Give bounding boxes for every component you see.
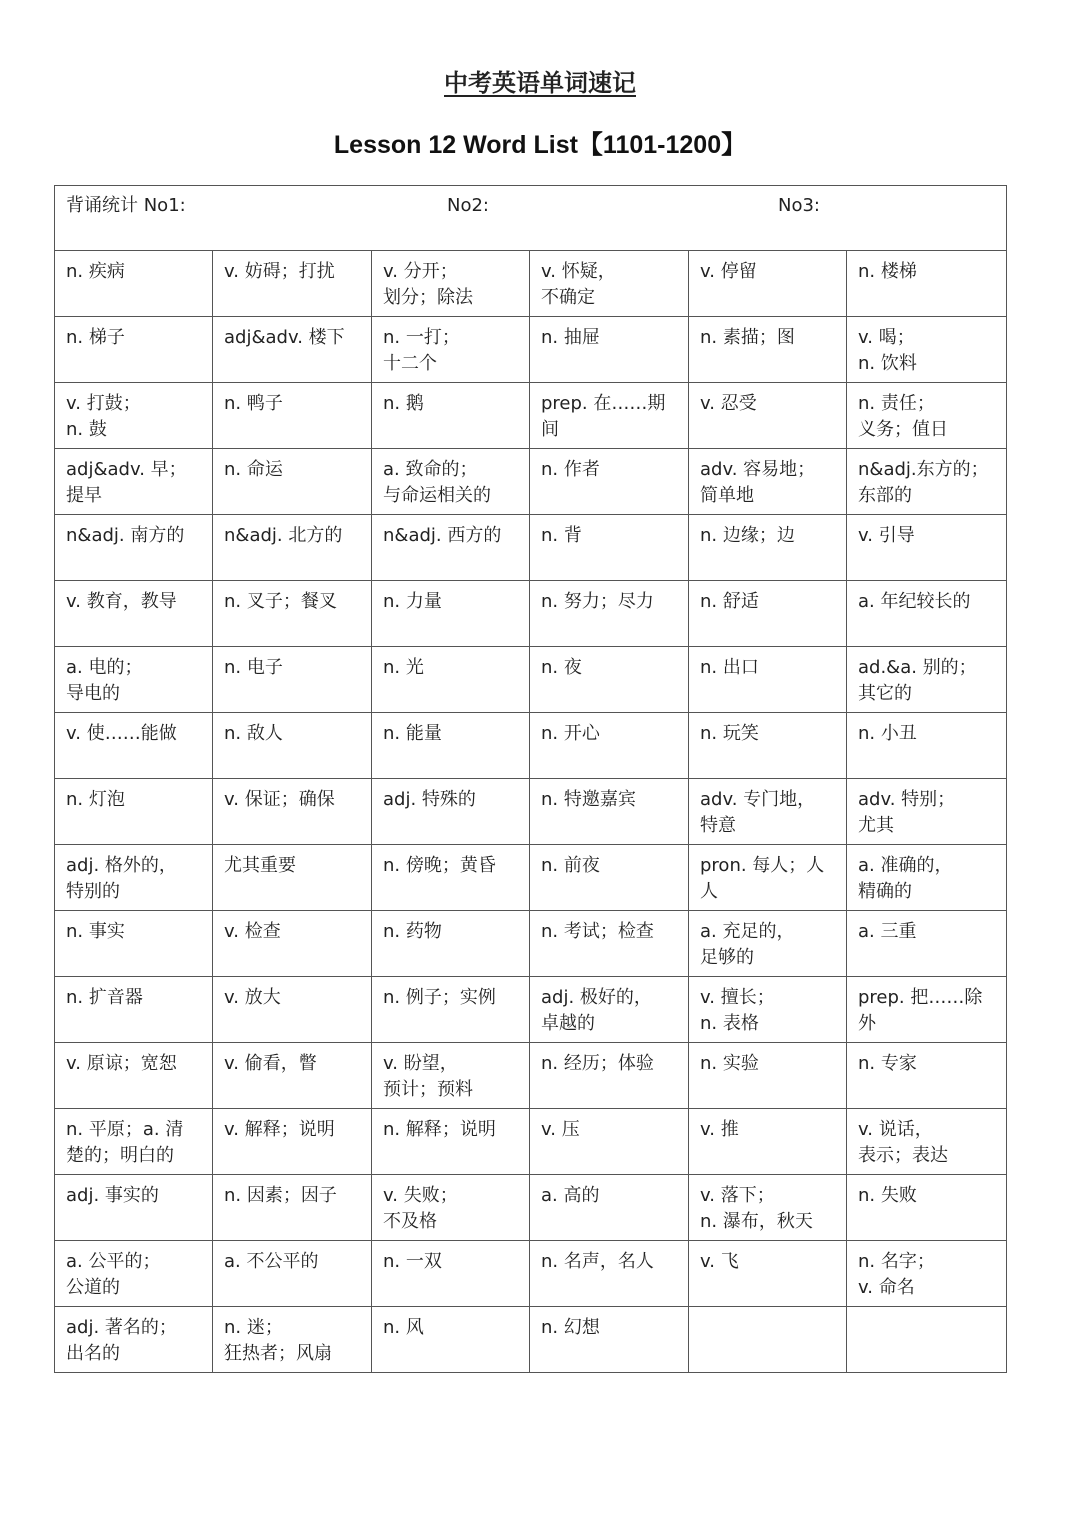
word-cell xyxy=(55,251,213,317)
table-row xyxy=(55,449,1007,515)
cell-line: n. 鹅 xyxy=(383,393,424,414)
word-cell xyxy=(689,977,847,1043)
word-cell xyxy=(689,317,847,383)
word-cell xyxy=(530,449,689,515)
word-cell xyxy=(372,449,530,515)
word-cell xyxy=(847,845,1007,911)
word-cell xyxy=(55,1241,213,1307)
cell-line: 不确定 xyxy=(541,287,595,308)
cell-line: v. 命名 xyxy=(858,1277,915,1298)
word-cell xyxy=(213,1175,372,1241)
cell-line: 足够的 xyxy=(700,947,754,968)
page-title: 中考英语单词速记 xyxy=(444,68,636,97)
word-cell xyxy=(689,845,847,911)
cell-line: v. 怀疑， xyxy=(541,261,616,282)
word-cell xyxy=(689,647,847,713)
cell-line: v. 引导 xyxy=(858,525,915,546)
word-cell xyxy=(530,1175,689,1241)
word-cell xyxy=(847,713,1007,779)
cell-line: n. 考试；检查 xyxy=(541,921,654,942)
cell-line: n. 力量 xyxy=(383,591,442,612)
cell-line: 提早 xyxy=(66,485,102,506)
cell-line: v. 忍受 xyxy=(700,393,757,414)
cell-line: 尤其 xyxy=(858,815,894,836)
cell-line: n. 失败 xyxy=(858,1185,917,1206)
table-row xyxy=(55,1043,1007,1109)
cell-line: adv. 容易地； xyxy=(700,459,816,480)
word-cell xyxy=(55,647,213,713)
cell-line: n. 能量 xyxy=(383,723,442,744)
cell-line: n. 边缘；边 xyxy=(700,525,795,546)
cell-line: v. 飞 xyxy=(700,1251,739,1272)
cell-line: 公道的 xyxy=(66,1277,120,1298)
cell-line: n. 名声，名人 xyxy=(541,1251,654,1272)
word-cell xyxy=(530,977,689,1043)
word-cell xyxy=(372,1043,530,1109)
cell-line: n. 特邀嘉宾 xyxy=(541,789,636,810)
word-cell xyxy=(847,1241,1007,1307)
word-cell xyxy=(55,1109,213,1175)
cell-line: pron. 每人；人 xyxy=(700,855,825,876)
word-cell xyxy=(847,449,1007,515)
table-row xyxy=(55,977,1007,1043)
table-row xyxy=(55,251,1007,317)
cell-line: n. 饮料 xyxy=(858,353,917,374)
cell-line: adj. 事实的 xyxy=(66,1185,159,1206)
cell-line: prep. 在……期 xyxy=(541,393,666,414)
cell-line: adj. 极好的， xyxy=(541,987,652,1008)
cell-line: a. 致命的； xyxy=(383,459,478,480)
word-cell xyxy=(530,1307,689,1373)
word-cell xyxy=(689,1175,847,1241)
word-cell xyxy=(55,977,213,1043)
cell-line: 十二个 xyxy=(383,353,437,374)
word-cell xyxy=(372,647,530,713)
page-subtitle: Lesson 12 Word List【1101-1200】 xyxy=(333,131,747,159)
word-cell xyxy=(847,779,1007,845)
cell-line: a. 充足的， xyxy=(700,921,795,942)
cell-line: n. 光 xyxy=(383,657,424,678)
stats-row xyxy=(55,186,1007,251)
cell-line: v. 使……能做 xyxy=(66,723,177,744)
cell-line: n. 电子 xyxy=(224,657,283,678)
word-cell xyxy=(55,383,213,449)
table-row xyxy=(55,911,1007,977)
word-cell xyxy=(372,581,530,647)
word-cell xyxy=(847,515,1007,581)
cell-line: n. 名字； xyxy=(858,1251,935,1272)
cell-line: n. 实验 xyxy=(700,1053,759,1074)
cell-line: 预计；预料 xyxy=(383,1079,473,1100)
word-cell xyxy=(213,449,372,515)
table-row xyxy=(55,1175,1007,1241)
word-cell xyxy=(530,1241,689,1307)
cell-line: n. 作者 xyxy=(541,459,600,480)
cell-line: a. 准确的， xyxy=(858,855,953,876)
word-cell xyxy=(689,1241,847,1307)
cell-line: v. 原谅；宽恕 xyxy=(66,1053,177,1074)
cell-line: n. 一双 xyxy=(383,1251,442,1272)
word-cell xyxy=(530,911,689,977)
stat-no2: No2: xyxy=(447,195,489,216)
cell-line: v. 停留 xyxy=(700,261,757,282)
word-cell xyxy=(847,1043,1007,1109)
cell-line: v. 落下； xyxy=(700,1185,775,1206)
cell-line: n. 舒适 xyxy=(700,591,759,612)
word-cell xyxy=(847,1307,1007,1373)
word-cell xyxy=(213,1307,372,1373)
cell-line: 特意 xyxy=(700,815,736,836)
cell-line: n. 素描；图 xyxy=(700,327,795,348)
cell-line: 狂热者；风扇 xyxy=(224,1343,332,1364)
cell-line: 简单地 xyxy=(700,485,754,506)
table-row xyxy=(55,581,1007,647)
word-cell xyxy=(55,845,213,911)
cell-line: n. 鼓 xyxy=(66,419,107,440)
cell-line: n. 迷； xyxy=(224,1317,283,1338)
cell-line: v. 打鼓； xyxy=(66,393,141,414)
cell-line: adj. 特殊的 xyxy=(383,789,476,810)
cell-line: n&adj. 北方的 xyxy=(224,525,343,546)
word-cell xyxy=(213,1109,372,1175)
cell-line: v. 教育，教导 xyxy=(66,591,177,612)
word-cell xyxy=(847,581,1007,647)
cell-line: 东部的 xyxy=(858,485,912,506)
cell-line: n. 敌人 xyxy=(224,723,283,744)
table-row xyxy=(55,845,1007,911)
cell-line: v. 喝； xyxy=(858,327,915,348)
cell-line: adj. 格外的， xyxy=(66,855,177,876)
word-cell xyxy=(213,251,372,317)
cell-line: v. 说话， xyxy=(858,1119,933,1140)
stats-cell xyxy=(55,186,1007,251)
cell-line: v. 妨碍；打扰 xyxy=(224,261,335,282)
cell-line: n. 幻想 xyxy=(541,1317,600,1338)
word-cell xyxy=(847,1175,1007,1241)
cell-line: n. 玩笑 xyxy=(700,723,759,744)
word-cell xyxy=(847,251,1007,317)
word-cell xyxy=(530,581,689,647)
word-cell xyxy=(372,383,530,449)
word-cell xyxy=(55,1043,213,1109)
word-cell xyxy=(689,581,847,647)
word-cell xyxy=(847,911,1007,977)
cell-line: n. 梯子 xyxy=(66,327,125,348)
cell-line: n. 抽屉 xyxy=(541,327,600,348)
cell-line: n. 风 xyxy=(383,1317,424,1338)
word-cell xyxy=(372,1307,530,1373)
word-cell xyxy=(372,251,530,317)
cell-line: n. 表格 xyxy=(700,1013,759,1034)
cell-line: n. 背 xyxy=(541,525,582,546)
word-cell xyxy=(55,1175,213,1241)
cell-line: n. 小丑 xyxy=(858,723,917,744)
word-cell xyxy=(213,845,372,911)
word-cell xyxy=(847,647,1007,713)
cell-line: n. 药物 xyxy=(383,921,442,942)
cell-line: v. 压 xyxy=(541,1119,580,1140)
cell-line: v. 分开； xyxy=(383,261,458,282)
word-cell xyxy=(689,713,847,779)
cell-line: n. 努力；尽力 xyxy=(541,591,654,612)
word-cell xyxy=(530,779,689,845)
word-cell xyxy=(55,581,213,647)
word-cell xyxy=(213,515,372,581)
cell-line: n. 鸭子 xyxy=(224,393,283,414)
word-cell xyxy=(530,713,689,779)
word-cell xyxy=(213,911,372,977)
word-cell xyxy=(213,317,372,383)
word-cell xyxy=(372,1241,530,1307)
word-cell xyxy=(372,317,530,383)
cell-line: 间 xyxy=(541,419,559,440)
cell-line: 与命运相关的 xyxy=(383,485,491,506)
word-cell xyxy=(530,647,689,713)
table-row xyxy=(55,1307,1007,1373)
cell-line: n. 例子；实例 xyxy=(383,987,496,1008)
cell-line: v. 偷看，瞥 xyxy=(224,1053,317,1074)
word-cell xyxy=(213,383,372,449)
word-cell xyxy=(372,845,530,911)
word-cell xyxy=(213,779,372,845)
cell-line: a. 高的 xyxy=(541,1185,600,1206)
cell-line: 划分；除法 xyxy=(383,287,473,308)
word-cell xyxy=(530,845,689,911)
cell-line: a. 三重 xyxy=(858,921,917,942)
cell-line: v. 解释；说明 xyxy=(224,1119,335,1140)
cell-line: a. 不公平的 xyxy=(224,1251,319,1272)
word-cell xyxy=(372,911,530,977)
stat-no3: No3: xyxy=(778,195,820,216)
cell-line: 其它的 xyxy=(858,683,912,704)
word-cell xyxy=(372,713,530,779)
cell-line: n&adj. 西方的 xyxy=(383,525,502,546)
cell-line: 导电的 xyxy=(66,683,120,704)
cell-line: n. 扩音器 xyxy=(66,987,143,1008)
word-cell xyxy=(689,1109,847,1175)
cell-line: adv. 特别； xyxy=(858,789,956,810)
cell-line: 楚的；明白的 xyxy=(66,1145,174,1166)
cell-line: 尤其重要 xyxy=(224,855,296,876)
table-row xyxy=(55,317,1007,383)
cell-line: v. 保证；确保 xyxy=(224,789,335,810)
cell-line: 人 xyxy=(700,881,718,902)
cell-line: 义务；值日 xyxy=(858,419,948,440)
cell-line: n. 夜 xyxy=(541,657,582,678)
word-cell xyxy=(847,317,1007,383)
stat-no1: 背诵统计 No1: xyxy=(66,195,186,216)
word-cell xyxy=(372,515,530,581)
cell-line: adj&adv. 早； xyxy=(66,459,187,480)
cell-line: 特别的 xyxy=(66,881,120,902)
cell-line: 精确的 xyxy=(858,881,912,902)
cell-line: adj&adv. 楼下 xyxy=(224,327,345,348)
word-cell xyxy=(689,251,847,317)
cell-line: n. 瀑布，秋天 xyxy=(700,1211,813,1232)
word-cell xyxy=(213,713,372,779)
word-cell xyxy=(689,515,847,581)
word-cell xyxy=(372,1175,530,1241)
cell-line: n. 一打； xyxy=(383,327,460,348)
cell-line: n. 责任； xyxy=(858,393,935,414)
word-cell xyxy=(55,449,213,515)
cell-line: n. 事实 xyxy=(66,921,125,942)
word-cell xyxy=(55,1307,213,1373)
cell-line: a. 年纪较长的 xyxy=(858,591,971,612)
cell-line: v. 失败； xyxy=(383,1185,458,1206)
cell-line: n. 疾病 xyxy=(66,261,125,282)
cell-line: v. 检查 xyxy=(224,921,281,942)
cell-line: n. 专家 xyxy=(858,1053,917,1074)
word-cell xyxy=(689,383,847,449)
cell-line: n. 叉子；餐叉 xyxy=(224,591,337,612)
cell-line: 卓越的 xyxy=(541,1013,595,1034)
cell-line: a. 电的； xyxy=(66,657,143,678)
table-row xyxy=(55,647,1007,713)
word-cell xyxy=(372,779,530,845)
cell-line: n. 出口 xyxy=(700,657,759,678)
table-row xyxy=(55,383,1007,449)
word-cell xyxy=(689,1043,847,1109)
cell-line: n. 因素；因子 xyxy=(224,1185,337,1206)
word-cell xyxy=(689,911,847,977)
word-table xyxy=(54,185,1007,1373)
word-cell xyxy=(847,977,1007,1043)
cell-line: n. 灯泡 xyxy=(66,789,125,810)
word-cell xyxy=(55,515,213,581)
word-cell xyxy=(372,977,530,1043)
word-cell xyxy=(213,1241,372,1307)
word-cell xyxy=(372,1109,530,1175)
cell-line: n. 命运 xyxy=(224,459,283,480)
cell-line: n. 解释；说明 xyxy=(383,1119,496,1140)
cell-line: a. 公平的； xyxy=(66,1251,161,1272)
word-cell xyxy=(689,1307,847,1373)
cell-line: n. 楼梯 xyxy=(858,261,917,282)
word-cell xyxy=(530,1043,689,1109)
word-cell xyxy=(689,779,847,845)
word-cell xyxy=(530,251,689,317)
table-row xyxy=(55,515,1007,581)
cell-line: v. 擅长； xyxy=(700,987,775,1008)
word-cell xyxy=(689,449,847,515)
cell-line: n&adj.东方的； xyxy=(858,459,989,480)
cell-line: 出名的 xyxy=(66,1343,120,1364)
table-row xyxy=(55,1241,1007,1307)
word-cell xyxy=(55,911,213,977)
word-cell xyxy=(213,647,372,713)
word-cell xyxy=(55,317,213,383)
table-row xyxy=(55,713,1007,779)
word-cell xyxy=(213,1043,372,1109)
word-cell xyxy=(847,1109,1007,1175)
cell-line: 外 xyxy=(858,1013,876,1034)
word-cell xyxy=(530,383,689,449)
table-row xyxy=(55,1109,1007,1175)
table-row xyxy=(55,779,1007,845)
word-cell xyxy=(55,779,213,845)
cell-line: 表示；表达 xyxy=(858,1145,948,1166)
cell-line: adj. 著名的； xyxy=(66,1317,177,1338)
cell-line: n. 前夜 xyxy=(541,855,600,876)
word-cell xyxy=(530,317,689,383)
word-cell xyxy=(847,383,1007,449)
cell-line: n&adj. 南方的 xyxy=(66,525,185,546)
word-cell xyxy=(213,581,372,647)
cell-line: prep. 把……除 xyxy=(858,987,983,1008)
cell-line: 不及格 xyxy=(383,1211,437,1232)
cell-line: v. 放大 xyxy=(224,987,281,1008)
cell-line: v. 推 xyxy=(700,1119,739,1140)
word-cell xyxy=(530,1109,689,1175)
cell-line: n. 开心 xyxy=(541,723,600,744)
cell-line: n. 经历；体验 xyxy=(541,1053,654,1074)
word-cell xyxy=(55,713,213,779)
word-cell xyxy=(213,977,372,1043)
cell-line: v. 盼望， xyxy=(383,1053,458,1074)
cell-line: ad.&a. 别的； xyxy=(858,657,977,678)
word-cell xyxy=(530,515,689,581)
cell-line: n. 傍晚；黄昏 xyxy=(383,855,496,876)
cell-line: n. 平原；a. 清 xyxy=(66,1119,184,1140)
cell-line: adv. 专门地， xyxy=(700,789,816,810)
